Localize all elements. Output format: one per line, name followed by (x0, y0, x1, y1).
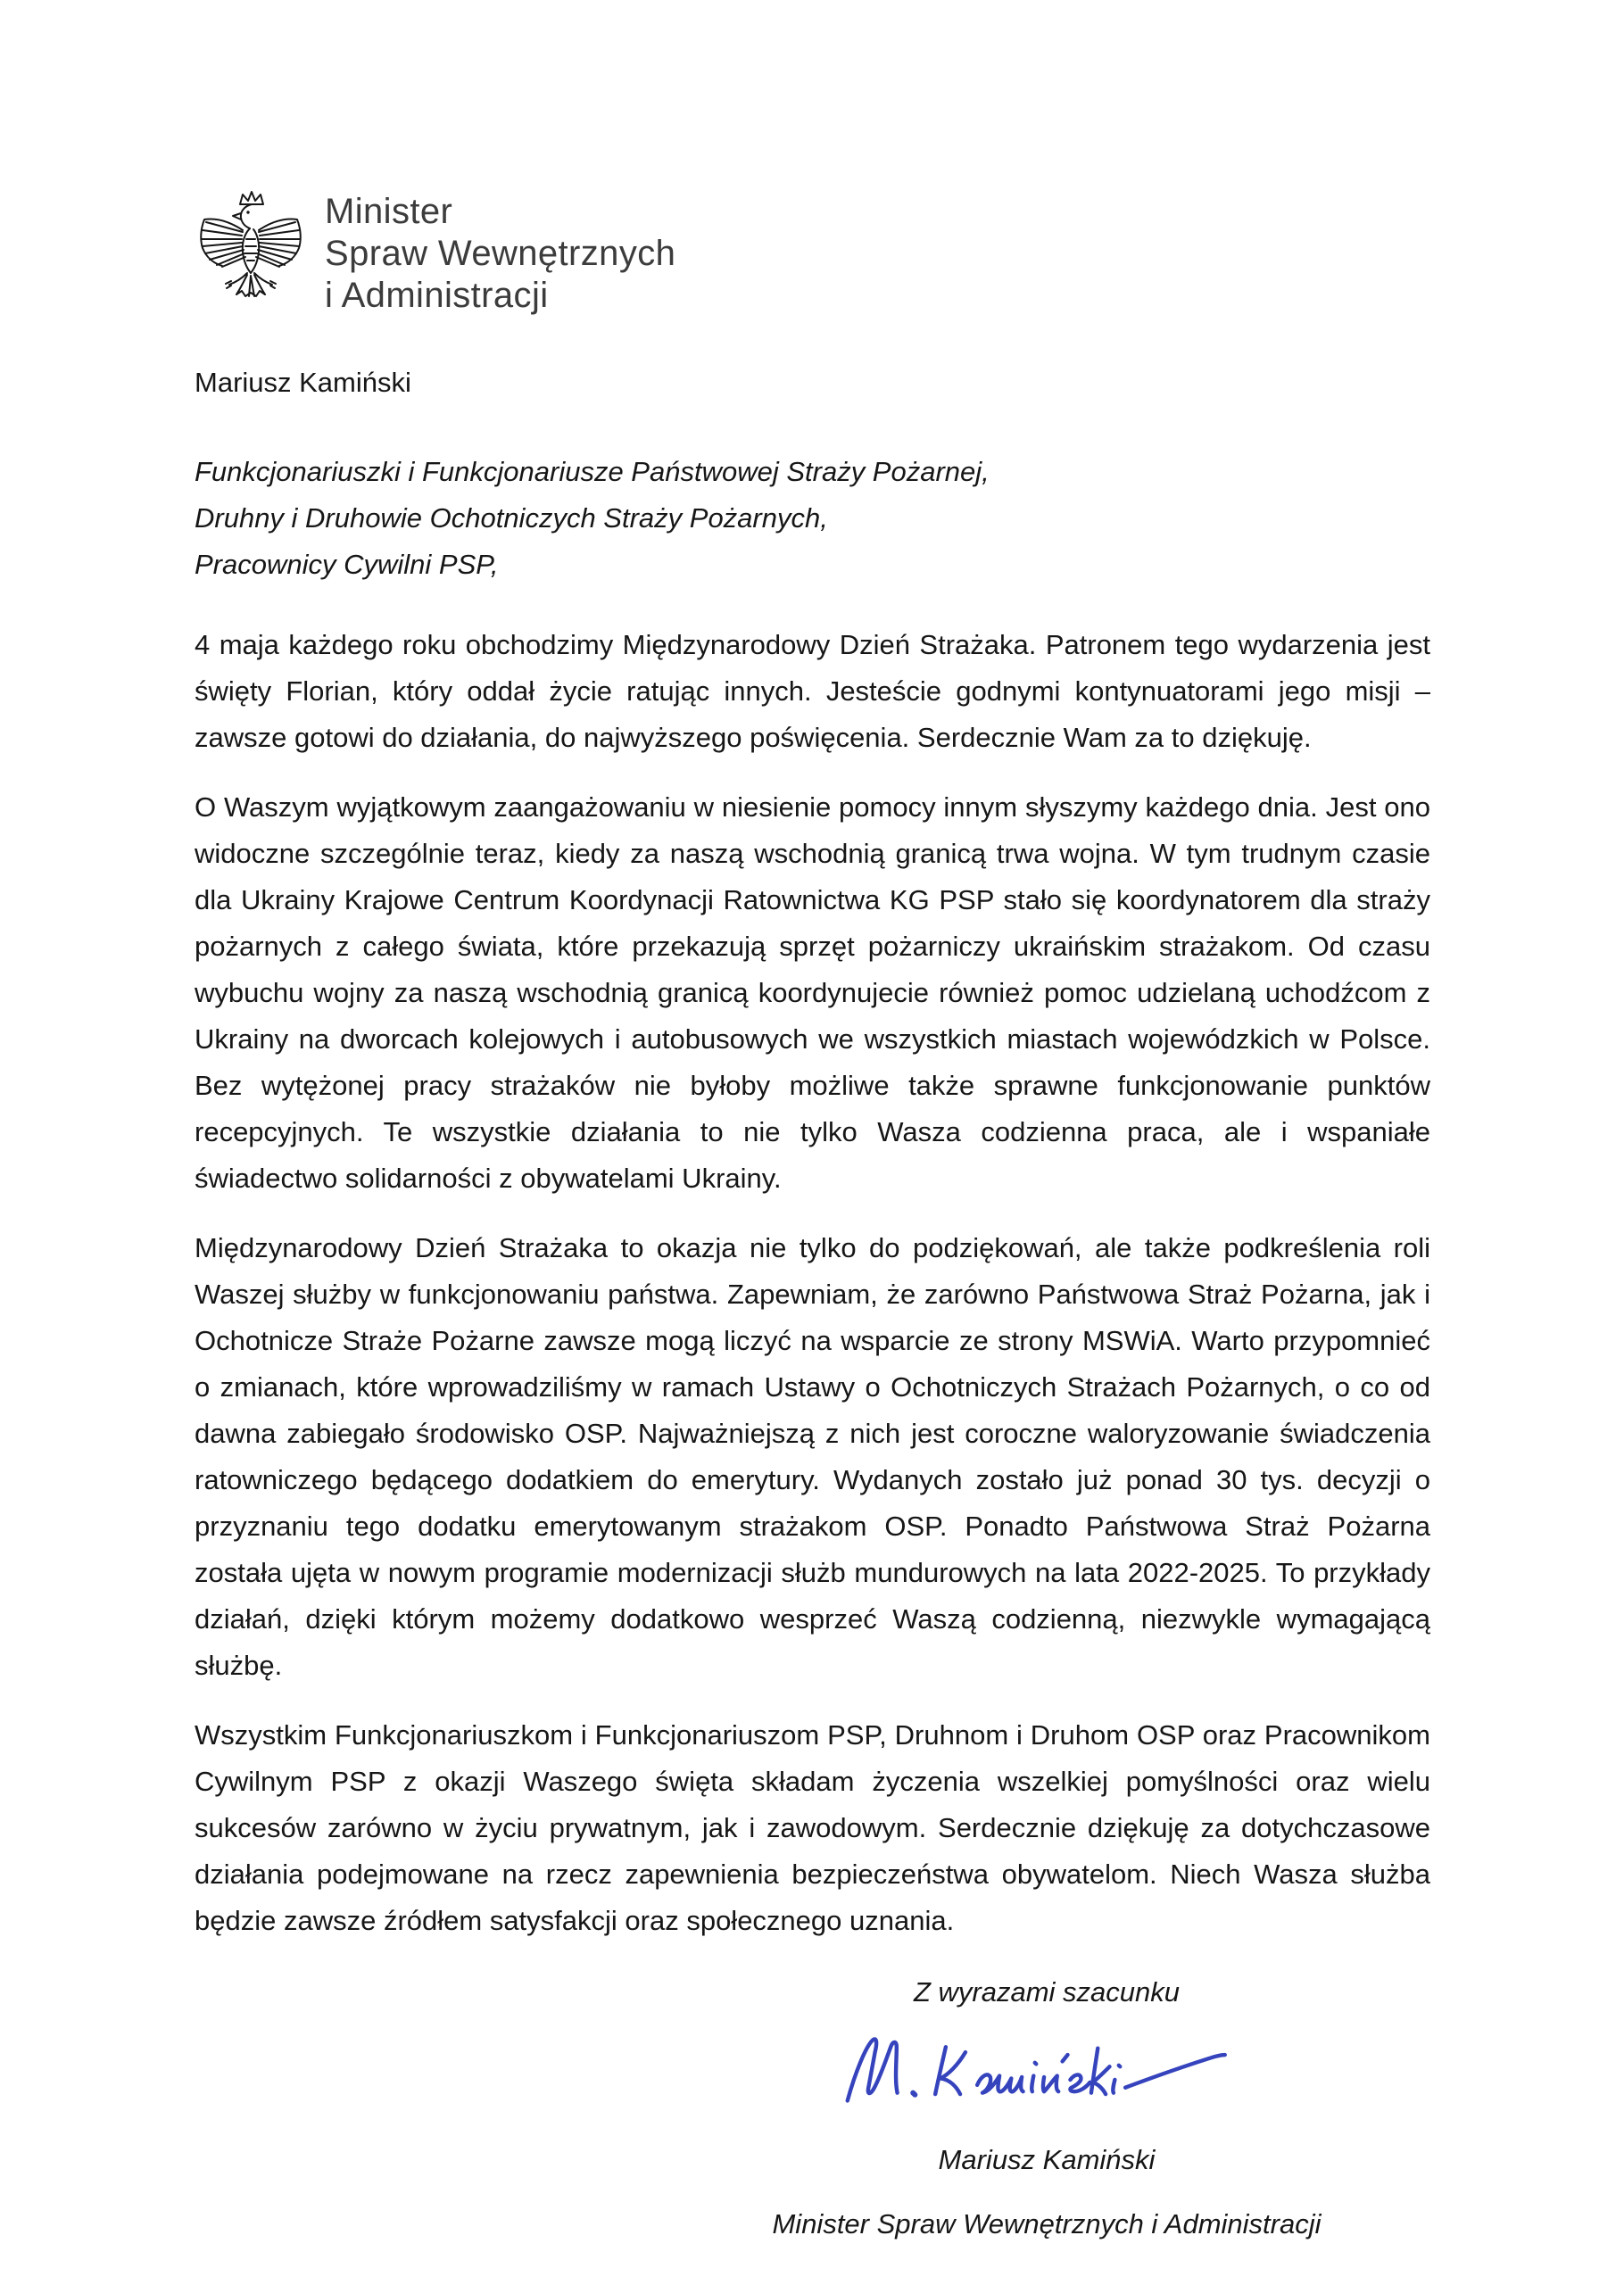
closing-block (663, 1975, 1430, 2242)
coat-of-arms-eagle-icon (195, 189, 307, 303)
paragraph-1: 4 maja każdego roku obchodzimy Międzynarodowy Dzień Strażaka. Patronem tego wydarzenia jest święty Florian, który oddał życie ratując innych. Jesteście godnymi kontynuatorami jego misji – zawsze gotowi do działania, do najwyższego poświęcenia. Serdecznie Wam za to dziękuję. (195, 629, 1430, 753)
ministry-name (325, 187, 675, 317)
ministry-name-line-3: i Administracji (325, 276, 549, 315)
letterhead (195, 187, 1430, 317)
paragraph-3: Międzynarodowy Dzień Strażaka to okazja nie tylko do podziękowań, ale także podkreślenia roli Waszej służby w funkcjonowaniu państwa. Zapewniam, że zarówno Państwowa Straż Pożarna, jak i Ochotnicze Straże Pożarne zawsze mogą liczyć na wsparcie ze strony MSWiA. Warto przypomnieć o zmianach, które wprowadziliśmy w ramach Ustawy o Ochotniczych Strażach Pożarnych, o co od dawna zabiegało środowisko OSP. Najważniejszą z nich jest coroczne waloryzowanie świadczenia ratowniczego będącego dodatkiem do emerytury. Wydanych zostało już ponad 30 tys. decyzji o przyznaniu tego dodatku emerytowanym strażakom OSP. Ponadto Państwowa Straż Pożarna została ujęta w nowym programie modernizacji służb mundurowych na lata 2022-2025. To przykłady działań, dzięki którym możemy dodatkowo wesprzeć Waszą codzienną, niezwykle wymagającą służbę. (195, 1232, 1430, 1681)
paragraph-2: O Waszym wyjątkowym zaangażowaniu w niesienie pomocy innym słyszymy każdego dnia. Jest ono widoczne szczególnie teraz, kiedy za naszą wschodnią granicą trwa wojna. W tym trudnym czasie dla Ukrainy Krajowe Centrum Koordynacji Ratownictwa KG PSP stało się koordynatorem dla straży pożarnych z całego świata, które przekazują sprzęt pożarniczy ukraińskim strażakom. Od czasu wybuchu wojny za naszą wschodnią granicą koordynujecie również pomoc udzielaną uchodźcom z Ukrainy na dworcach kolejowych i autobusowych we wszystkich miastach wojewódzkich w Polsce. Bez wytężonej pracy strażaków nie byłoby możliwe także sprawne funkcjonowanie punktów recepcyjnych. Te wszystkie działania to nie tylko Wasza codzienna praca, ale i wspaniałe świadectwo solidarności z obywatelami Ukrainy. (195, 791, 1430, 1194)
ministry-name-line-1: Minister (325, 192, 453, 231)
signatory-title: Minister Spraw Wewnętrznych i Administracji (772, 2208, 1322, 2239)
paragraph-4: Wszystkim Funkcjonariuszkom i Funkcjonariuszom PSP, Druhnom i Druhom OSP oraz Pracownikom Cywilnym PSP z okazji Waszego święta składam życzenia wszelkiej pomyślności oraz wielu sukcesów zarówno w życiu prywatnym, jak i zawodowym. Serdecznie dziękuję za dotychczasowe działania podejmowane na rzecz zapewnienia bezpieczeństwa obywatelom. Niech Wasza służba będzie zawsze źródłem satysfakcji oraz społecznego uznania. (195, 1719, 1430, 1936)
salutation-line-2: Druhny i Druhowie Ochotniczych Straży Pożarnych, (195, 502, 828, 534)
salutation-line-3: Pracownicy Cywilni PSP, (195, 549, 499, 580)
valediction: Z wyrazami szacunku (913, 1976, 1181, 2008)
signatory-name: Mariusz Kamiński (938, 2144, 1156, 2175)
ministry-name-line-2: Spraw Wewnętrznych (325, 234, 676, 273)
salutation-line-1: Funkcjonariuszki i Funkcjonariusze Państwowej Straży Pożarnej, (195, 456, 990, 487)
author-name: Mariusz Kamiński (195, 367, 411, 398)
handwritten-signature (837, 2024, 1256, 2133)
salutation (195, 449, 1430, 588)
